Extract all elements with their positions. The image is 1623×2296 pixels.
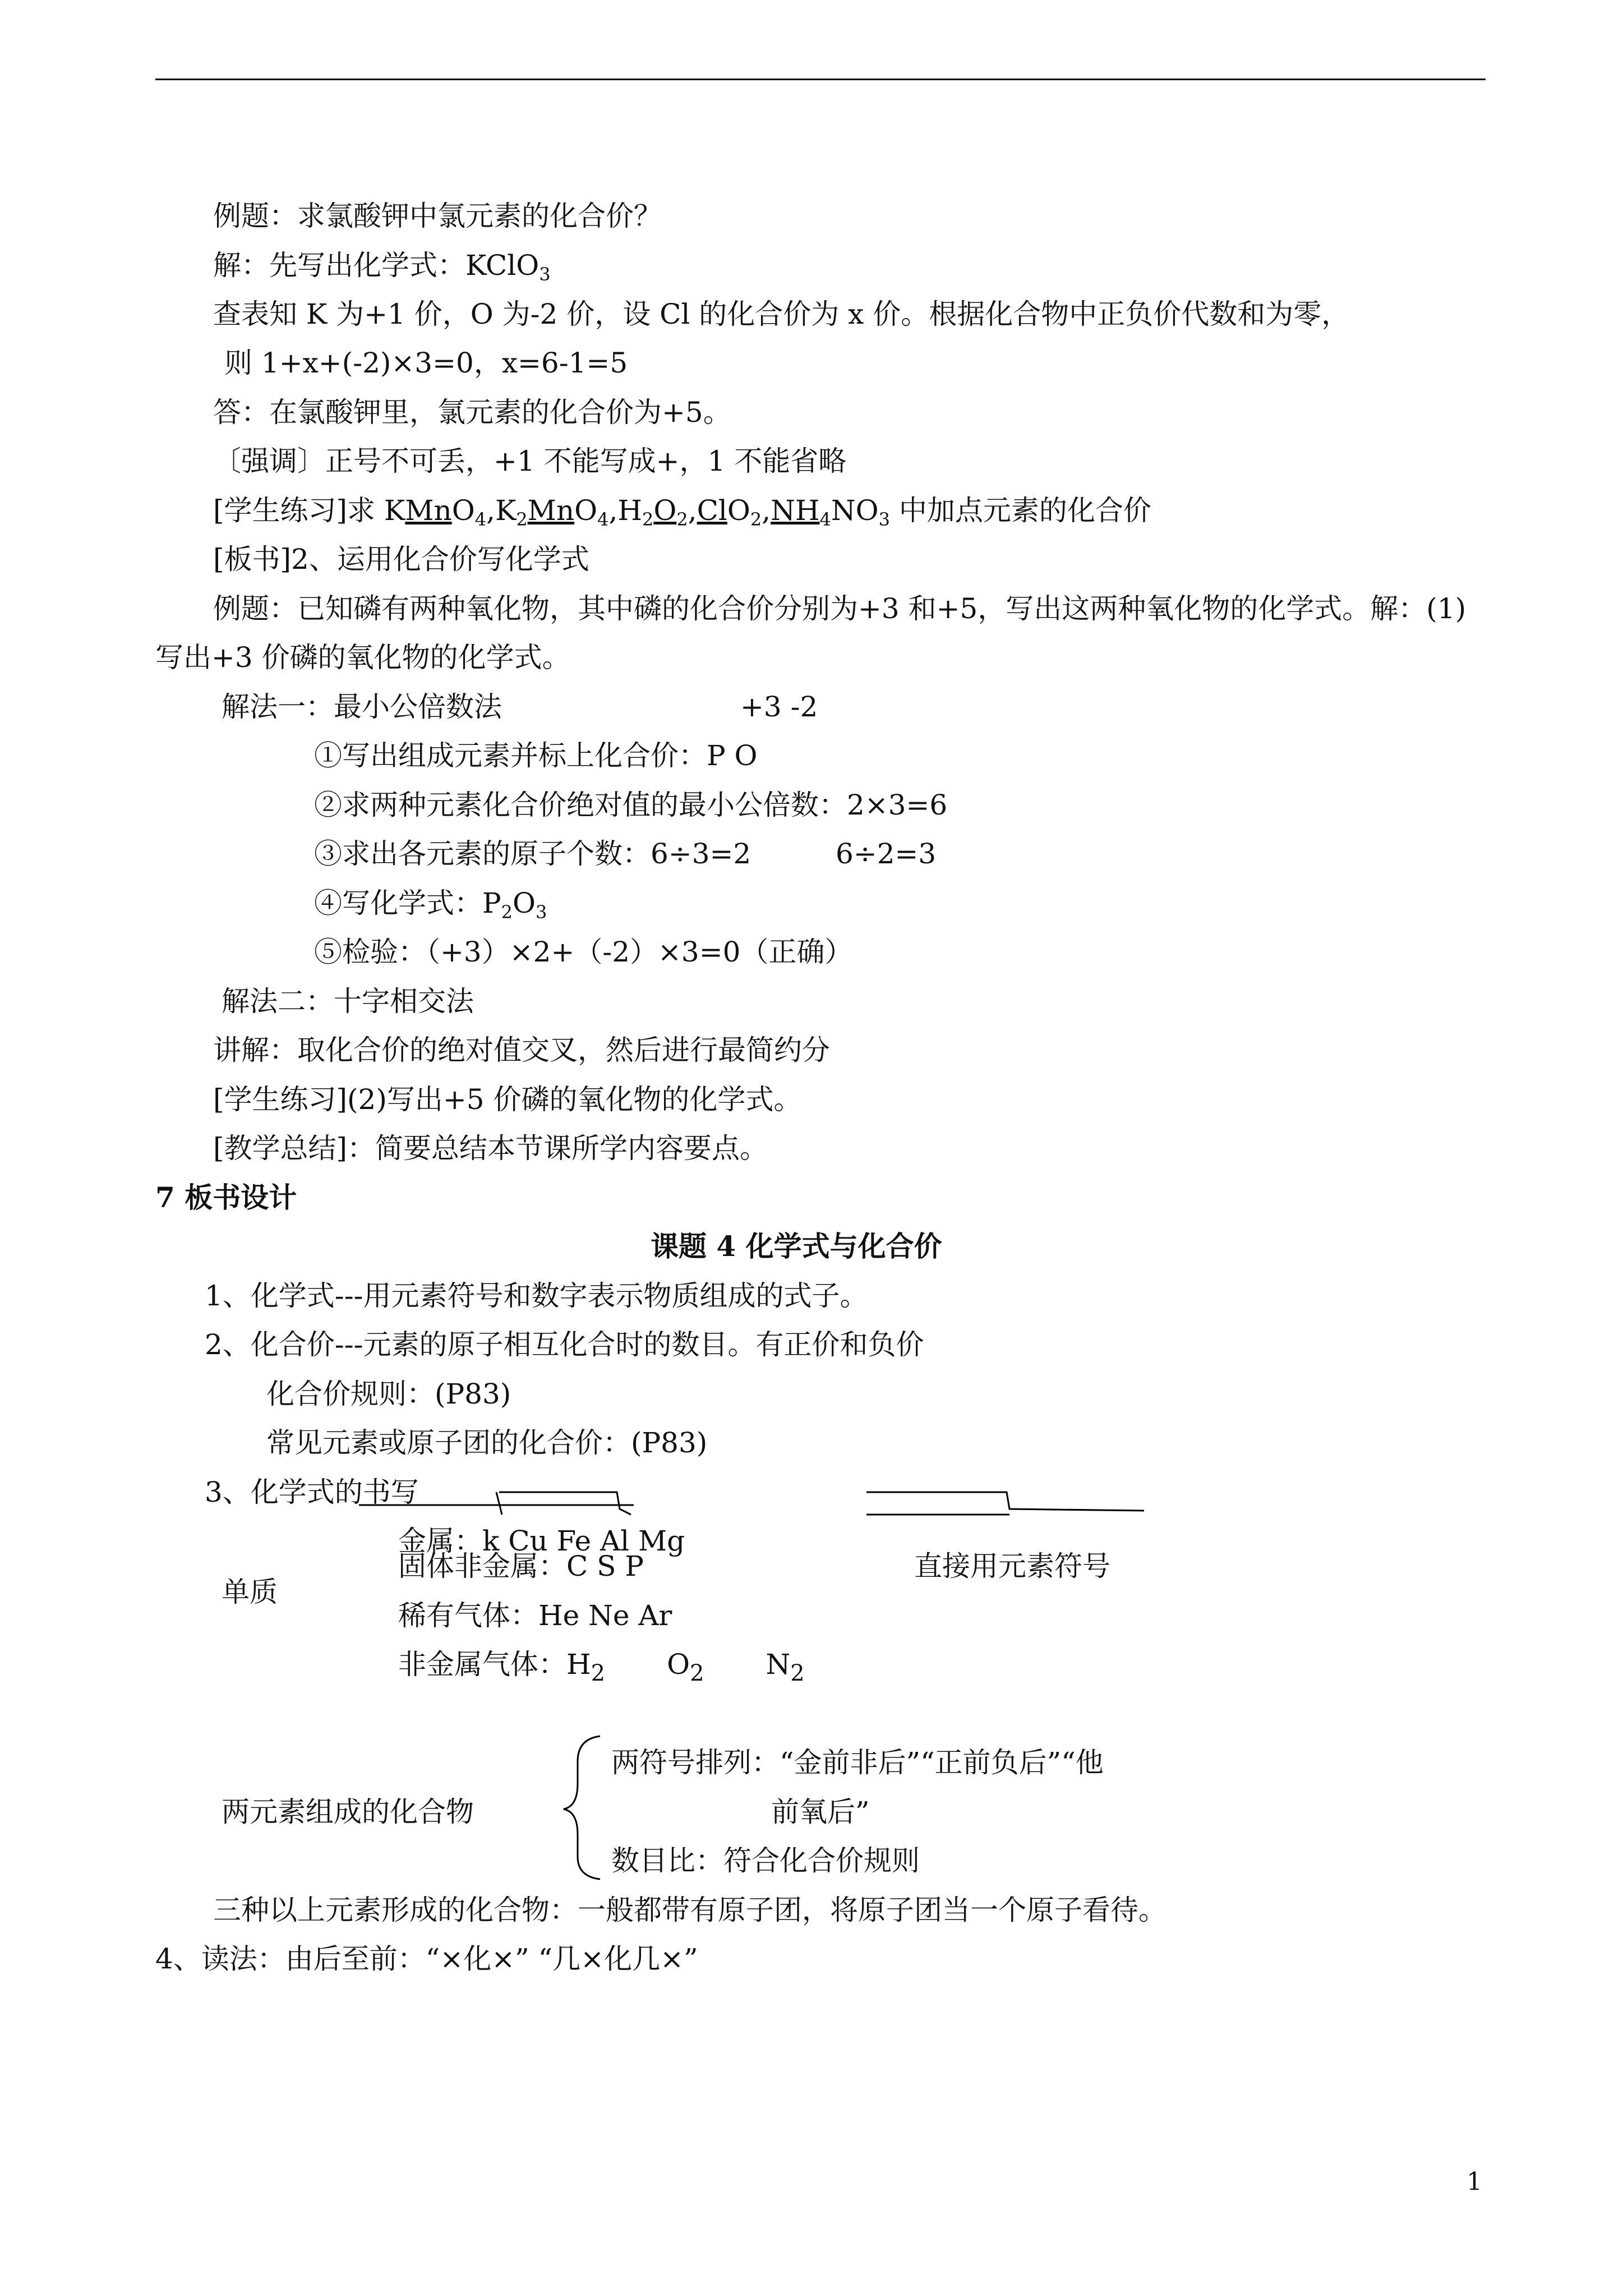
- step3b: 6÷2=3: [836, 838, 937, 870]
- example1-solution: 解：先写出化学式：KClO$_3$: [213, 249, 551, 285]
- valence-marks: +3 -2: [740, 691, 818, 723]
- explain: 讲解：取化合价的绝对值交叉，然后进行最简约分: [213, 1034, 830, 1066]
- practice1: [学生练习]求 $KMnO_4,K_2MnO_4,H_2O_2,ClO_2,NH_4NO_3$ 中加点元素的化合价: [213, 494, 1151, 530]
- simple-substance-label: 单质: [222, 1576, 278, 1608]
- noble-gas-line: 稀有气体：He Ne Ar: [398, 1599, 672, 1632]
- formula-p2o3: $P_2O_3$: [482, 887, 547, 923]
- practice2: [学生练习](2)写出+5 价磷的氧化物的化学式。: [213, 1083, 802, 1116]
- example1-answer: 答：在氯酸钾里，氯元素的化合价为+5。: [213, 396, 731, 429]
- step1: ①写出组成元素并标上化合价：P O: [314, 739, 758, 772]
- board-item3: 3、化学式的书写: [205, 1476, 419, 1508]
- order-rule-line2: 前氧后”: [771, 1796, 870, 1828]
- board-design-heading: 7 板书设计: [155, 1181, 297, 1214]
- formula-kmno4: KMnO$_4$: [384, 494, 487, 530]
- binary-compound-label: 两元素组成的化合物: [222, 1796, 474, 1828]
- method1-title: 解法一：最小公倍数法: [222, 691, 502, 723]
- common-valences: 常见元素或原子团的化合价：(P83): [266, 1427, 708, 1459]
- formula-h2o2: $H_2O_2$: [617, 494, 688, 530]
- valence-rule: 化合价规则：(P83): [266, 1378, 511, 1410]
- bracket-line-left: [499, 1492, 631, 1515]
- step3a: ③求出各元素的原子个数：6÷3=2: [314, 838, 751, 870]
- method2-title: 解法二：十字相交法: [222, 985, 474, 1018]
- curly-brace: [564, 1736, 600, 1879]
- formula-o2: $O_2$: [667, 1648, 704, 1686]
- three-plus-elements: 三种以上元素形成的化合物：一般都带有原子团，将原子团当一个原子看待。: [213, 1894, 1166, 1926]
- board-item1: 1、化学式---用元素符号和数字表示物质组成的式子。: [205, 1280, 868, 1312]
- board-note-2: [板书]2、运用化合价写化学式: [213, 543, 589, 576]
- example1-question: 例题：求氯酸钾中氯元素的化合价？: [213, 200, 662, 232]
- formula-n2: $N_2$: [766, 1648, 805, 1686]
- solid-nonmetal-line: 固体非金属：C S P: [398, 1550, 644, 1582]
- example1-lookup: 查表知 K 为+1 价，O 为-2 价，设 Cl 的化合价为 x 价。根据化合物中正负价代数和为零，: [213, 298, 1350, 330]
- direct-symbol-note: 直接用元素符号: [914, 1550, 1110, 1582]
- example2-line1: 例题：已知磷有两种氧化物，其中磷的化合价分别为+3 和+5，写出这两种氧化物的化学式。解：(1): [213, 592, 1467, 625]
- teaching-summary: [教学总结]：简要总结本节课所学内容要点。: [213, 1132, 768, 1165]
- step4: ④写化学式：$P_2O_3$: [314, 887, 547, 923]
- emphasis-note: 〔强调〕正号不可丢，+1 不能写成+，1 不能省略: [213, 445, 847, 477]
- bracket-tick: [496, 1492, 502, 1515]
- formula-nh4no3: $NH_4NO_3$: [771, 494, 890, 530]
- board-title: 课题 4 化学式与化合价: [651, 1230, 942, 1263]
- formula-clo2: ClO$_2$: [697, 494, 762, 530]
- ratio-rule: 数目比：符合化合价规则: [611, 1844, 920, 1877]
- step5: ⑤检验：（+3）×2+（-2）×3=0（正确）: [314, 936, 853, 968]
- formula-kclo3: KClO$_3$: [465, 249, 551, 285]
- formula-k2mno4: $K_2MnO_4$: [495, 494, 609, 530]
- example2-line2: 写出+3 价磷的氧化物的化学式。: [155, 641, 570, 674]
- bracket-line-right: [866, 1492, 1144, 1511]
- page-number: 1: [1467, 2168, 1482, 2196]
- order-rule-line1: 两符号排列：“金前非后”“正前负后”“他: [611, 1746, 1104, 1779]
- board-item2: 2、化合价---元素的原子相互化合时的数目。有正价和负价: [205, 1328, 924, 1361]
- metal-line: 金属：k Cu Fe Al Mg: [398, 1525, 685, 1557]
- example1-equation: 则 1+x+(-2)×3=0，x=6-1=5: [224, 347, 628, 379]
- reading-rule: 4、读法：由后至前：“×化×” “几×化几×”: [155, 1943, 698, 1975]
- step2: ②求两种元素化合价绝对值的最小公倍数：2×3=6: [314, 789, 948, 821]
- formula-h2: $H_2$: [566, 1648, 606, 1686]
- nonmetal-gas-line: 非金属气体：$H_2$ $O_2$ $N_2$: [398, 1648, 805, 1686]
